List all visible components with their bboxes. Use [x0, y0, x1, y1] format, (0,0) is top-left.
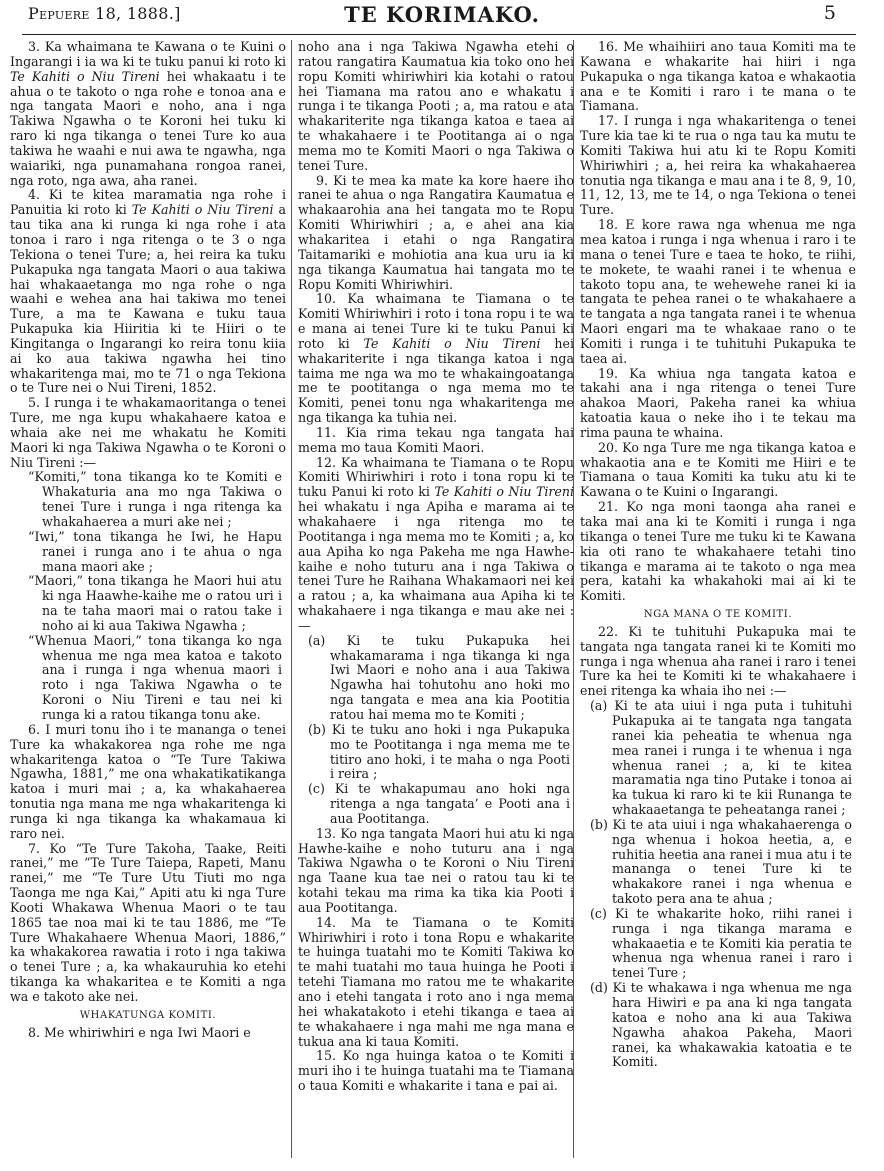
- newspaper-title: TE KORIMAKO.: [344, 2, 540, 27]
- section-18: 18. E kore rawa nga whenua me nga mea katoa i runga i nga whenua i raro i te mana o tenei Ture e taea te hoko, te riihi, te mokete, te waahi ranei i te whenua e takoto topu ana, te wehewehe ranei ki ia tangata te pehea ranei o te whakahaere a te tangata a nga tangata ranei i te whenua Maori engari ma te whakaae rano o te Komiti i runga i te tuhituhi Pukapuka te taea ai.: [580, 217, 856, 366]
- column-divider: [291, 40, 292, 1158]
- subsection-b: (b) Ki te tuku ano hoki i nga Pukapuka mo te Pootitanga i nga mema me te titiro ano hoki, i te maha o nga Pooti i reira ;: [308, 721, 570, 782]
- header-rule: [22, 34, 856, 35]
- section-heading: NGA MANA O TE KOMITI.: [643, 609, 793, 621]
- section-22: 22. Ki te tuhituhi Pukapuka mai te tangata nga tangata ranei ki te Komiti mo runga i nga whenua aha ranei i raro i tenei Ture ka hei te Komiti ki te whakahaere i enei ritenga ka whaia iho nei :—: [580, 623, 856, 699]
- section-10: 10. Ka whaimana te Tiamana o te Komiti Whiriwhiri i roto i tona ropu i te wa e mana ai tenei Ture ki te tuku Panui ki roto ki Te Kahiti o Niu Tireni hei whakariterite i nga tikanga katoa i nga taima me nga wa mo te whakaingoatanga me te pootitanga o nga mema mo te Komiti, penei tonu nga whakaritenga me nga tikanga ka tuhia nei.: [298, 291, 574, 426]
- section-heading: WHAKATUNGA KOMITI.: [79, 1009, 217, 1021]
- page-number: 5: [823, 2, 836, 24]
- section-6: 6. I muri tonu iho i te mananga o tenei Ture ka whakakorea nga rohe me nga whakaritenga katoa o “Te Ture Takiwa Ngawha, 1881,” me ona whakatikatikanga katoa i muri mai ; a, ka whakahaerea tonutia nga mana me nga whakaritenga ki runga ki nga tikanga ka whakamaua ki raro nei.: [10, 721, 286, 841]
- section-8-continued: noho ana i nga Takiwa Ngawha etehi o ratou rangatira Kaumatua kia toko ono hei ropu Komiti whiriwhiri kia kotahi o ratou hei Tiamana ma ratou ano e whakatu i runga i te tikanga Pooti ; a, ma ratou e ata whakariterite nga tikanga katoa e taea ai te whakahaere i te Pootitanga ai o nga mema mo te Komiti Maori o nga Takiwa o tenei Ture.: [298, 40, 574, 173]
- subsection-d: (d) Ki te whakawa i nga whenua me nga hara Hiwiri e pa ana ki nga tangata katoa e noho ana ki aua Takiwa Ngawha ahakoa Pakeha, Maori ranei, ka whakawakia katoatia e te Komiti.: [590, 980, 852, 1070]
- column-2: [298, 40, 574, 1166]
- section-3: 3. Ka whaimana te Kawana o te Kuini o Ingarangi i ia wa ki te tuku panui ki roto ki Te Kahiti o Niu Tireni hei whakaatu i te ahua o te takoto o nga rohe e tonoa ana e nga tangata Maori e noho, ana i nga Takiwa Ngawha o te Koroni hei tuku ki raro ki nga tikanga o tenei Ture ko aua takiwa he waahi e nui awa te ngawha, nga waiariki, nga punamahana rongoa ranei, nga roto, nga awa, aha ranei.: [10, 40, 286, 188]
- section-11: 11. Kia rima tekau nga tangata hai mema mo taua Komiti Maori.: [298, 424, 574, 455]
- section-13: 13. Ko nga tangata Maori hui atu ki nga Hawhe-kaihe e noho tuturu ana i nga Takiwa Ngawha o te Koroni o Niu Tireni nga Taane kua tae nei o ratou tau ki te kotahi tekau ma rima ka tika kia Pooti i aua Pootitanga.: [298, 825, 574, 915]
- page-header: [0, 0, 884, 36]
- column-3: [580, 40, 856, 1166]
- section-19: 19. Ka whiua nga tangata katoa e takahi ana i nga ritenga o tenei Ture ahakoa Maori, Pakeha ranei ka whiua katoatia kaua o neke iho i te tekau ma rima pauna te whaina.: [580, 365, 856, 440]
- section-15: 15. Ko nga huinga katoa o te Komiti i muri iho i te huinga tuatahi ma te Tiamana o taua Komiti e whakarite i tana e pai ai.: [298, 1048, 574, 1094]
- subsection-a: (a) Ki te tuku Pukapuka hei whakamarama i nga tikanga ki nga Iwi Maori e noho ana i aua Takiwa Ngawha hai tohutohu ano hoki mo nga tangata e mea ana kia Pootitia ratou hai mema mo te Komiti ;: [308, 632, 570, 722]
- section-20: 20. Ko nga Ture me nga tikanga katoa e whakaotia ana e te Komiti me Hiiri e te Tiamana o taua Komiti ka tuku atu ki te Kawana o te Kuini o Ingarangi.: [580, 439, 856, 500]
- section-14: 14. Ma te Tiamana o te Komiti Whiriwhiri i roto i tona Ropu e whakarite te huinga tuatahi mo te Komiti Takiwa ko te mahi tuatahi mo taua huinga he Pooti i tetehi Tiamana mo ratou me te whakarite ano i etehi tangata i roto ano i nga mema hei whakatakoto i etehi tikanga e taea ai te whakahaere i nga mahi me nga mana e tukua ana ki taua Komiti.: [298, 914, 574, 1049]
- definition-iwi: “Iwi,” tona tikanga he Iwi, he Hapu ranei i runga ano i te ahua o nga mana maori ake ;: [28, 528, 282, 574]
- section-17: 17. I runga i nga whakaritenga o tenei Ture kia tae ki te rua o nga tau ka mutu te Komiti Takiwa hui atu ki te Ropu Komiti Whiriwhiri ; a, hei reira ka whakahaerea tonutia nga tikanga e mau ana i te 8, 9, 10, 11, 12, 13, me te 14, o nga Tekiona o tenei Ture.: [580, 113, 856, 218]
- section-4: 4. Ki te kitea maramatia nga rohe i Panuitia ki roto ki Te Kahiti o Niu Tireni a tau tika ana ki runga ki nga rohe i ata tonoa i raro i nga ritenga o te 3 o nga Tekiona o tenei Ture; a, hei reira ka tuku Pukapuka nga tangata Maori o aua takiwa hai whakaaetanga mo nga rohe o nga waahi e wehea ana hai takiwa mo tenei Ture, a ma te Kawana e tuku taua Pukapuka kia Hiiritia ki te Hiiri o te Kingitanga o Ingarangi ko reira tonu kiia ai ko aua takiwa ngawha hei tino whakaritenga mai, mo te 71 o nga Tekiona o te Ture nei o Nui Tireni, 1852.: [10, 187, 286, 396]
- section-21: 21. Ko nga moni taonga aha ranei e taka mai ana ki te Komiti i runga i nga tikanga o tenei Ture me tuku ki te Kawana kia oti rano te whakahaere tetahi tino tikanga e marama ai te takoto o nga mea pera, katahi ka whakahoki mai ai ki te Komiti.: [580, 499, 856, 604]
- definition-komiti: “Komiti,” tona tikanga ko te Komiti e Whakaturia ana mo nga Takiwa o tenei Ture i runga i nga ritenga ka whakahaerea a muri ake nei ;: [28, 469, 282, 529]
- subsection-b: (b) Ki te ata uiui i nga whakahaerenga o nga whenua i hokoa heetia, a, e ruhitia heetia ana ranei i mua atu i te mananga o tenei Ture ki te whakakore ranei i nga whenua e takoto pera ana te ahua ;: [590, 816, 852, 907]
- section-7: 7. Ko “Te Ture Takoha, Taake, Reiti ranei,” me “Te Ture Taiepa, Rapeti, Manu ranei,” me “Te Ture Utu Tiuti mo nga Taonga me nga Kai,” Apiti atu ki nga Ture Kooti Whakawa Whenua Maori o te tau 1865 tae noa mai ki te tau 1886, me “Te Ture Whakahaere Whenua Maori, 1886,” ka whakakorea rawatia i roto i nga takiwa o tenei Ture ; a, ka whakauruhia ko etehi tikanga ka whakaritea e te Komiti a nga wa e takoto ake nei.: [10, 840, 286, 1004]
- section-8: 8. Me whiriwhiri e nga Iwi Maori e: [28, 1024, 251, 1040]
- definition-maori: “Maori,” tona tikanga he Maori hui atu ki nga Haawhe-kaihe me o ratou uri i na te taha maori mai o ratou take i noho ai ki aua Takiwa Ngawha ;: [28, 573, 282, 633]
- subsection-a: (a) Ki te ata uiui i nga puta i tuhituhi Pukapuka ai te tangata nga tangata ranei kia peheatia te whenua nga mea ranei i runga i te whenua i nga whenua ranei ; a, ki te kitea maramatia nga tino Putake i tonoa ai ka tukua ki raro ki te kii Runanga te whakaaetanga te peheatanga ranei ;: [590, 698, 852, 818]
- section-16: 16. Me whaihiiri ano taua Komiti ma te Kawana e whakarite hai hiiri i nga Pukapuka o nga tikanga katoa e whakaotia ana e te Komiti i raro i te mana o te Tiamana.: [580, 40, 856, 114]
- definition-whenua-maori: “Whenua Maori,” tona tikanga ko nga whenua me nga mea katoa e takoto ana i runga i nga whenua maori i roto i nga Takiwa Ngawha o te Koroni o Niu Tireni e tau nei ki runga ki a ratou tikanga tonu ake.: [28, 632, 282, 722]
- section-9: 9. Ki te mea ka mate ka kore haere iho ranei te ahua o nga Rangatira Kaumatua e whakaarohia ana hei tangata mo te Ropu Komiti Whiriwhiri ; a, e ahei ana kia whakaritea i etahi o nga Rangatira Taitamariki e mohiotia ana kua uru ia ki nga tikanga Kaumatua hai tangata mo te Ropu Komiti Whiriwhiri.: [298, 172, 574, 292]
- section-5: 5. I runga i te whakamaoritanga o tenei Ture, me nga kupu whakahaere katoa e whaia ake nei me whakatu he Komiti Maori ki nga Takiwa Ngawha o te Koroni o Niu Tireni :—: [10, 395, 286, 470]
- issue-date: Pepuere 18, 1888.]: [28, 4, 181, 23]
- section-12: 12. Ka whaimana te Tiamana o te Ropu Komiti Whiriwhiri i roto i tona ropu ki te tuku Panui ki roto ki Te Kahiti o Niu Tireni hei whakatu i nga Apiha e marama ai te whakahaere i nga ritenga mo te Pootitanga i nga mema mo te Komiti ; a, ko aua Apiha ko nga Pakeha me nga Hawhe-kaihe e noho tuturu ana i nga Takiwa o tenei Ture he Raihana Whakamaori nei kei a ratou ; a, ka whaimana aua Apiha ki te whakahaere i nga tikanga e mau ake nei :—: [298, 454, 574, 633]
- subsection-c: (c) Ki te whakapumau ano hoki nga ritenga a nga tangata’ e Pooti ana i aua Pootitanga.: [308, 781, 570, 826]
- subsection-c: (c) Ki te whakarite hoko, riihi ranei i runga i nga tikanga marama e whakaaetia e te Komiti kia peratia te whenua nga whenua ranei i raro i tenei Ture ;: [590, 905, 852, 981]
- column-1: [10, 40, 286, 1166]
